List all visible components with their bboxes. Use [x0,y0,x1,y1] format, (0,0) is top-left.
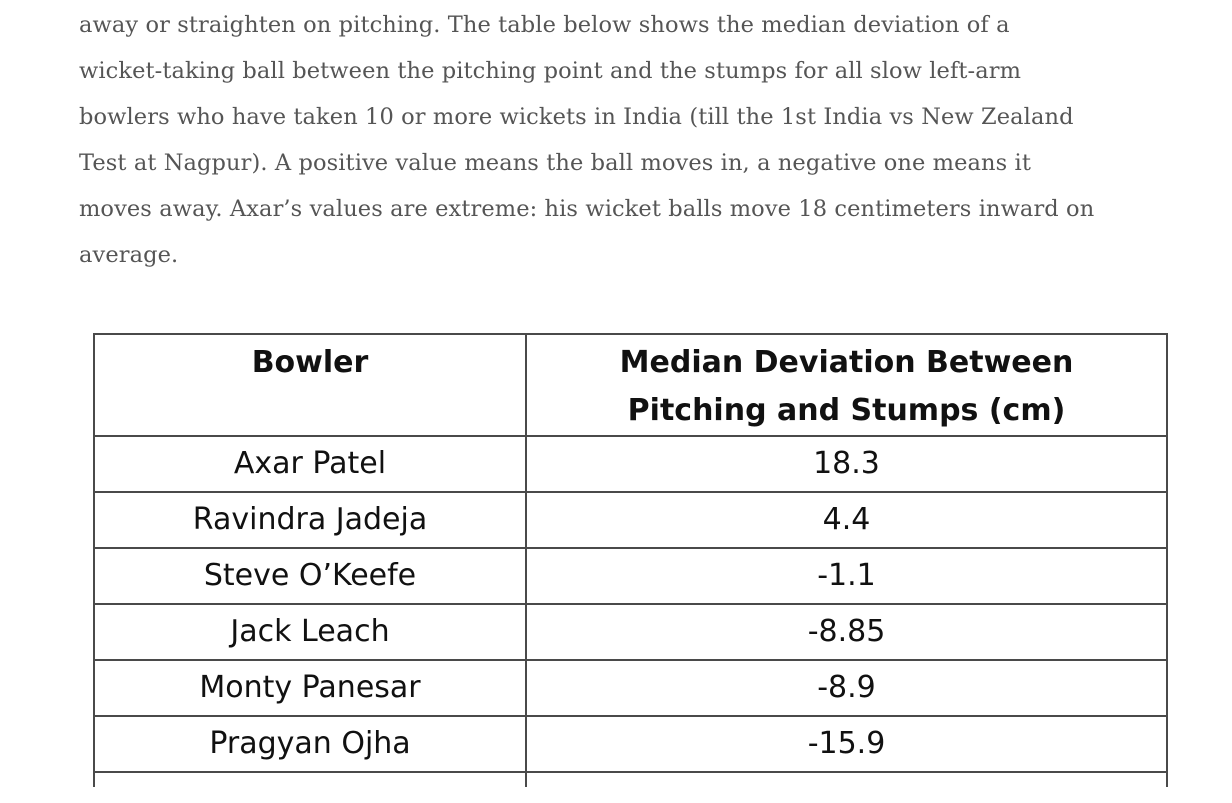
bowler-cell: Ravindra Jadeja [94,492,526,548]
bowler-cell: Axar Patel [94,436,526,492]
deviation-cell: -15.9 [526,716,1167,772]
bowler-column-header [94,334,526,436]
deviation-table [93,333,1168,787]
empty-cell [526,772,1167,787]
deviation-cell: 18.3 [526,436,1167,492]
bowler-cell: Steve O’Keefe [94,548,526,604]
bowler-cell: Pragyan Ojha [94,716,526,772]
deviation-header-line-1: Median Deviation Between [619,345,1074,380]
table-row [94,660,1167,716]
table-row-cut-off [94,772,1167,787]
article-paragraph [79,2,1189,278]
bowler-cell: Jack Leach [94,604,526,660]
deviation-cell: 4.4 [526,492,1167,548]
table-header-row [94,334,1167,436]
paragraph-line: bowlers who have taken 10 or more wickets in India (till the 1st India vs New Zealand [79,104,1074,130]
paragraph-line: away or straighten on pitching. The table below shows the median deviation of a [79,12,1010,38]
table-row [94,716,1167,772]
paragraph-line: wicket-taking ball between the pitching point and the stumps for all slow left-arm [79,58,1022,84]
empty-cell [94,772,526,787]
deviation-cell: -8.9 [526,660,1167,716]
bowler-header-label: Bowler [251,345,369,380]
paragraph-line: average. [79,242,179,268]
table-row [94,548,1167,604]
table-row [94,492,1167,548]
deviation-column-header [526,334,1167,436]
paragraph-line: Test at Nagpur). A positive value means the ball moves in, a negative one means it [79,150,1031,176]
table-row [94,604,1167,660]
deviation-cell: -1.1 [526,548,1167,604]
paragraph-line: moves away. Axar’s values are extreme: his wicket balls move 18 centimeters inward on [79,196,1095,222]
deviation-cell: -8.85 [526,604,1167,660]
deviation-header-line-2: Pitching and Stumps (cm) [627,393,1066,428]
bowler-cell: Monty Panesar [94,660,526,716]
table-row [94,436,1167,492]
